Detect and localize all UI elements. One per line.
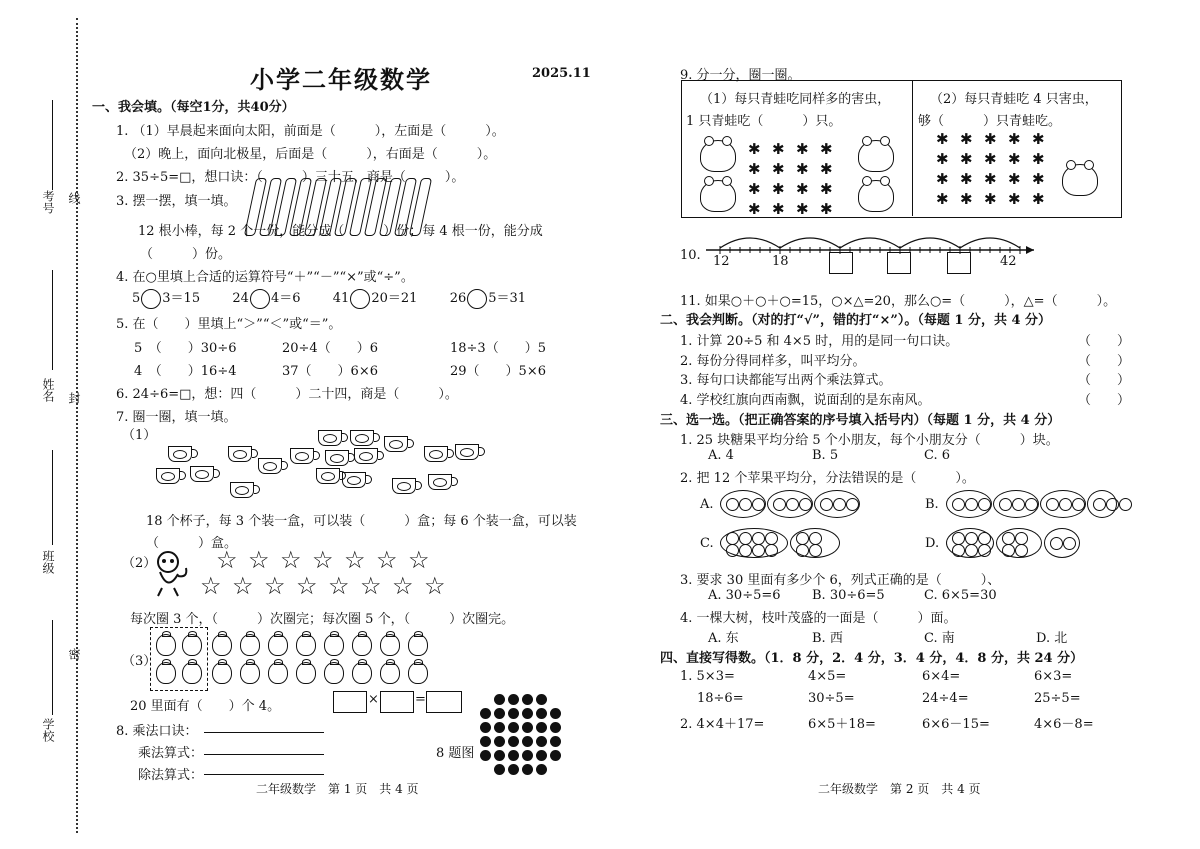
- choice-2-b-label[interactable]: B.: [925, 497, 939, 512]
- bug-icon: ✱: [820, 160, 833, 178]
- dot: [494, 764, 505, 775]
- dot: [480, 750, 491, 761]
- apple: [833, 498, 846, 511]
- apple: [1063, 537, 1076, 550]
- calc-2-4: 25÷5=: [1034, 691, 1081, 706]
- q7-text2: 每次圈 3 个，（ ）次圈完；每次圈 5 个，（ ）次圈完。: [130, 612, 515, 627]
- apple: [820, 498, 833, 511]
- apple: [1093, 498, 1106, 511]
- dot: [480, 736, 491, 747]
- bug-icon: ✱: [960, 190, 973, 208]
- q3b: 12 根小棒，每 2 个一份，能分成（ ）份；每 4 根一份，能分成: [138, 224, 543, 239]
- equals-sign: =: [415, 692, 426, 707]
- calc-3-3: 6×6－15=: [922, 717, 990, 732]
- q9-divider: [912, 80, 913, 216]
- q7-text1b: （ ）盒。: [146, 536, 238, 551]
- dot: [536, 736, 547, 747]
- q1a: 1. （1）早晨起来面向太阳，前面是（ ），左面是（ ）。: [116, 124, 505, 139]
- dot: [536, 764, 547, 775]
- name-blank-line[interactable]: [52, 100, 53, 190]
- choice-1-a[interactable]: A. 4: [708, 448, 734, 463]
- bug-icon: ✱: [936, 150, 949, 168]
- q8-answer-line[interactable]: [204, 732, 324, 733]
- name-blank-line[interactable]: [52, 270, 53, 370]
- choice-3-a[interactable]: A. 30÷5=6: [708, 588, 781, 603]
- times-sign: ×: [368, 692, 379, 707]
- calc-1-3: 6×4=: [922, 669, 961, 684]
- q4-a-left: 5: [132, 291, 141, 306]
- apple: [809, 544, 822, 557]
- dot: [550, 736, 561, 747]
- dot: [536, 694, 547, 705]
- q10-n42: 42: [1000, 254, 1017, 269]
- dot: [522, 722, 533, 733]
- operator-circle[interactable]: [141, 289, 161, 309]
- choice-4-a[interactable]: A. 东: [708, 631, 739, 646]
- apple: [1050, 537, 1063, 550]
- label-mi: 密: [67, 648, 81, 660]
- monkey-icon: [148, 548, 192, 598]
- bug-icon: ✱: [796, 180, 809, 198]
- apple: [965, 498, 978, 511]
- apple: [765, 544, 778, 557]
- section-1-heading: 一、我会填。（每空1分，共40分）: [92, 100, 295, 115]
- bug-icon: ✱: [820, 140, 833, 158]
- school-blank-line[interactable]: [52, 620, 53, 715]
- page1-footer: 二年级数学 第 1 页 共 4 页: [256, 782, 419, 796]
- choice-3: 3. 要求 30 里面有多少个 6，列式正确的是（ ）、: [680, 573, 1001, 588]
- calc-2-3: 24÷4=: [922, 691, 969, 706]
- choice-4-c[interactable]: C. 南: [924, 631, 955, 646]
- bug-icon: ✱: [796, 140, 809, 158]
- bug-icon: ✱: [960, 170, 973, 188]
- choice-4-d[interactable]: D. 北: [1036, 631, 1068, 646]
- judge-2: 2. 每份分得同样多，叫平均分。: [680, 354, 866, 369]
- apple: [752, 498, 765, 511]
- q7-part3-label: （3）: [122, 654, 157, 669]
- apple: [978, 498, 991, 511]
- dot: [522, 694, 533, 705]
- apple: [726, 544, 739, 557]
- q9a-line2: 1 只青蛙吃（ ）只。: [686, 114, 842, 129]
- q10-box-2[interactable]: [887, 252, 911, 274]
- binding-dotted-line: [76, 18, 78, 833]
- apple: [796, 544, 809, 557]
- judge-answer-2[interactable]: （ ）: [1078, 354, 1131, 369]
- q10-box-1[interactable]: [829, 252, 853, 274]
- choice-2: 2. 把 12 个苹果平均分，分法错误的是（ ）。: [680, 471, 975, 486]
- dot: [508, 764, 519, 775]
- apple: [1072, 498, 1085, 511]
- q4: 4. 在○里填上合适的运算符号“＋”“－”“×”或“÷”。: [116, 270, 414, 285]
- apple: [1119, 498, 1132, 511]
- q2: 2. 35÷5=□，想口诀：（ ）三十五，商是（ ）。: [116, 170, 465, 185]
- apple: [978, 544, 991, 557]
- dot: [494, 708, 505, 719]
- apple: [846, 498, 859, 511]
- q5-r2-a: 4 （ ）16÷4: [134, 364, 237, 379]
- operator-circle[interactable]: [350, 289, 370, 309]
- calc-1-1: 1. 5×3=: [680, 669, 735, 684]
- apple: [752, 544, 765, 557]
- q7-text3: 20 里面有（ ）个 4。: [130, 699, 281, 714]
- bug-icon: ✱: [984, 190, 997, 208]
- q3: 3. 摆一摆，填一填。: [116, 194, 237, 209]
- bug-icon: ✱: [772, 180, 785, 198]
- dot: [550, 708, 561, 719]
- dot: [508, 722, 519, 733]
- dot: [480, 708, 491, 719]
- q4-d-right: 5＝31: [488, 291, 527, 306]
- q8-div-label: 除法算式：: [138, 768, 204, 783]
- apple: [739, 498, 752, 511]
- dot: [508, 736, 519, 747]
- judge-4: 4. 学校红旗向西南飘，说面刮的是东南风。: [680, 393, 931, 408]
- choice-2-d-label[interactable]: D.: [925, 536, 940, 551]
- answer-box-1[interactable]: [333, 691, 367, 713]
- bug-icon: ✱: [936, 190, 949, 208]
- q8-mult-label: 乘法算式：: [138, 746, 204, 761]
- dot: [522, 764, 533, 775]
- apple: [965, 544, 978, 557]
- bug-icon: ✱: [748, 160, 761, 178]
- dot: [536, 722, 547, 733]
- calc-1-2: 4×5=: [808, 669, 847, 684]
- choice-3-b[interactable]: B. 30÷6=5: [812, 588, 885, 603]
- judge-answer-1[interactable]: （ ）: [1078, 334, 1131, 349]
- label-xian: 线: [67, 192, 81, 204]
- bug-icon: ✱: [748, 200, 761, 218]
- calc-3-1: 2. 4×4＋17=: [680, 717, 765, 732]
- bug-icon: ✱: [1008, 150, 1021, 168]
- bug-icon: ✱: [960, 130, 973, 148]
- q5-r2-c: 29（ ）5×6: [450, 364, 546, 379]
- bug-icon: ✱: [1032, 130, 1045, 148]
- number-line: [700, 224, 1040, 264]
- apple: [799, 498, 812, 511]
- answer-box-2[interactable]: [380, 691, 414, 713]
- calc-1-4: 6×3=: [1034, 669, 1073, 684]
- judge-1: 1. 计算 20÷5 和 4×5 时，用的是同一句口诀。: [680, 334, 959, 349]
- page2-footer: 二年级数学 第 2 页 共 4 页: [818, 782, 981, 796]
- bug-icon: ✱: [936, 170, 949, 188]
- judge-answer-3[interactable]: （ ）: [1078, 373, 1131, 388]
- bug-icon: ✱: [820, 200, 833, 218]
- dot: [522, 736, 533, 747]
- label-banji: 班级: [41, 550, 55, 574]
- q4-d-left: 26: [449, 291, 467, 306]
- apple: [773, 498, 786, 511]
- section-3-heading: 三、选一选。（把正确答案的序号填入括号内）（每题 1 分，共 4 分）: [660, 413, 1061, 428]
- judge-3: 3. 每句口诀都能写出两个乘法算式。: [680, 373, 892, 388]
- operator-circle[interactable]: [250, 289, 270, 309]
- q5-r1-a: 5 （ ）30÷6: [134, 341, 237, 356]
- bug-icon: ✱: [984, 170, 997, 188]
- label-school: 学校: [41, 718, 55, 742]
- bug-icon: ✱: [1032, 190, 1045, 208]
- choice-3-c[interactable]: C. 6×5=30: [924, 588, 997, 603]
- bug-icon: ✱: [772, 200, 785, 218]
- apple: [952, 498, 965, 511]
- q5: 5. 在（ ）里填上“＞”“＜”或“＝”。: [116, 317, 342, 332]
- apple: [1015, 544, 1028, 557]
- bug-icon: ✱: [1008, 170, 1021, 188]
- page-title: 小学二年级数学: [250, 65, 432, 94]
- dot: [494, 722, 505, 733]
- q6: 6. 24÷6=□，想：四（ ）二十四，商是（ ）。: [116, 387, 458, 402]
- q9b-line1: （2）每只青蛙吃 4 只害虫，: [930, 92, 1098, 107]
- dot: [508, 750, 519, 761]
- apple: [952, 544, 965, 557]
- choice-4: 4. 一棵大树，枝叶茂盛的一面是（ ）面。: [680, 611, 957, 626]
- apple: [1059, 498, 1072, 511]
- answer-box-3[interactable]: [426, 691, 462, 713]
- q1b: （2）晚上，面向北极星，后面是（ ），右面是（ ）。: [124, 147, 497, 162]
- operator-circle[interactable]: [467, 289, 487, 309]
- choice-1-b[interactable]: B. 5: [812, 448, 839, 463]
- dot: [494, 694, 505, 705]
- q4-b-right: 4＝6: [270, 291, 301, 306]
- q10-box-3[interactable]: [947, 252, 971, 274]
- dot: [522, 750, 533, 761]
- q8-div-line[interactable]: [204, 774, 324, 775]
- bug-icon: ✱: [748, 180, 761, 198]
- dot: [536, 708, 547, 719]
- label-name: 姓名: [41, 378, 55, 402]
- choice-4-b[interactable]: B. 西: [812, 631, 843, 646]
- q4-items: [132, 287, 526, 309]
- q3c: （ ）份。: [140, 247, 232, 262]
- q9a-line1: （1）每只青蛙吃同样多的害虫，: [700, 92, 891, 107]
- dot: [536, 750, 547, 761]
- calc-3-4: 4×6－8=: [1034, 717, 1094, 732]
- choice-2-c-label[interactable]: C.: [700, 536, 714, 551]
- q4-a-right: 3＝15: [162, 291, 201, 306]
- bug-icon: ✱: [960, 150, 973, 168]
- dot: [550, 722, 561, 733]
- class-blank-line[interactable]: [52, 450, 53, 545]
- q5-r2-b: 37（ ）6×6: [282, 364, 378, 379]
- label-feng: 封: [67, 392, 81, 404]
- q8-mult-line[interactable]: [204, 754, 324, 755]
- apple: [1012, 498, 1025, 511]
- section-4-heading: 四、直接写得数。（1．8 分，2．4 分，3．4 分，4．8 分，共 24 分）: [660, 651, 1084, 666]
- dot: [494, 736, 505, 747]
- q4-b-left: 24: [232, 291, 249, 306]
- apple: [1106, 498, 1119, 511]
- q8-figure-caption: 8 题图: [436, 746, 475, 761]
- q7-text1: 18 个杯子，每 3 个装一盒，可以装（ ）盒；每 6 个装一盒，可以装: [146, 514, 577, 529]
- judge-answer-4[interactable]: （ ）: [1078, 393, 1131, 408]
- bug-icon: ✱: [796, 160, 809, 178]
- apple: [786, 498, 799, 511]
- q5-r1-b: 20÷4（ ）6: [282, 341, 378, 356]
- exam-date: 2025.11: [532, 66, 591, 81]
- q9: 9. 分一分，圈一圈。: [680, 68, 801, 83]
- dot: [480, 722, 491, 733]
- bug-icon: ✱: [984, 130, 997, 148]
- bug-icon: ✱: [820, 180, 833, 198]
- q7: 7. 圈一圈，填一填。: [116, 410, 237, 425]
- apple: [1002, 544, 1015, 557]
- apple: [739, 544, 752, 557]
- apple: [726, 498, 739, 511]
- dot: [522, 708, 533, 719]
- bug-icon: ✱: [1008, 190, 1021, 208]
- calc-2-1: 18÷6=: [697, 691, 744, 706]
- calc-3-2: 6×5＋18=: [808, 717, 876, 732]
- bug-icon: ✱: [748, 140, 761, 158]
- bug-icon: ✱: [772, 160, 785, 178]
- dot: [508, 708, 519, 719]
- bug-icon: ✱: [1008, 130, 1021, 148]
- dot: [550, 750, 561, 761]
- q7-part1-label: （1）: [122, 428, 157, 443]
- q11: 11. 如果○＋○＋○=15，○×△=20，那么○=（ ），△=（ ）。: [680, 294, 1117, 309]
- q10-n18: 18: [772, 254, 789, 269]
- label-kaohao: 考号: [41, 190, 55, 214]
- q10-n12: 12: [713, 254, 730, 269]
- q7-part2-label: （2）: [122, 556, 157, 571]
- bug-icon: ✱: [772, 140, 785, 158]
- bug-icon: ✱: [796, 200, 809, 218]
- q5-r1-c: 18÷3（ ）5: [450, 341, 546, 356]
- section-2-heading: 二、我会判断。（对的打“√”，错的打“×”）。（每题 1 分，共 4 分）: [660, 313, 1052, 328]
- apple: [1046, 498, 1059, 511]
- choice-2-a-label[interactable]: A.: [700, 497, 714, 512]
- q4-c-left: 41: [332, 291, 350, 306]
- apple: [999, 498, 1012, 511]
- choice-1: 1. 25 块糖果平均分给 5 个小朋友，每个小朋友分（ ）块。: [680, 433, 1059, 448]
- bug-icon: ✱: [984, 150, 997, 168]
- bug-icon: ✱: [1032, 150, 1045, 168]
- dot: [508, 694, 519, 705]
- dot: [494, 750, 505, 761]
- bug-icon: ✱: [1032, 170, 1045, 188]
- q4-c-right: 20＝21: [371, 291, 418, 306]
- q10-label: 10.: [680, 248, 701, 263]
- calc-2-2: 30÷5=: [808, 691, 855, 706]
- bug-icon: ✱: [936, 130, 949, 148]
- q8-label: 8. 乘法口诀：: [116, 724, 198, 739]
- q9b-line2: 够（ ）只青蛙吃。: [918, 114, 1062, 129]
- apple: [1025, 498, 1038, 511]
- choice-1-c[interactable]: C. 6: [924, 448, 951, 463]
